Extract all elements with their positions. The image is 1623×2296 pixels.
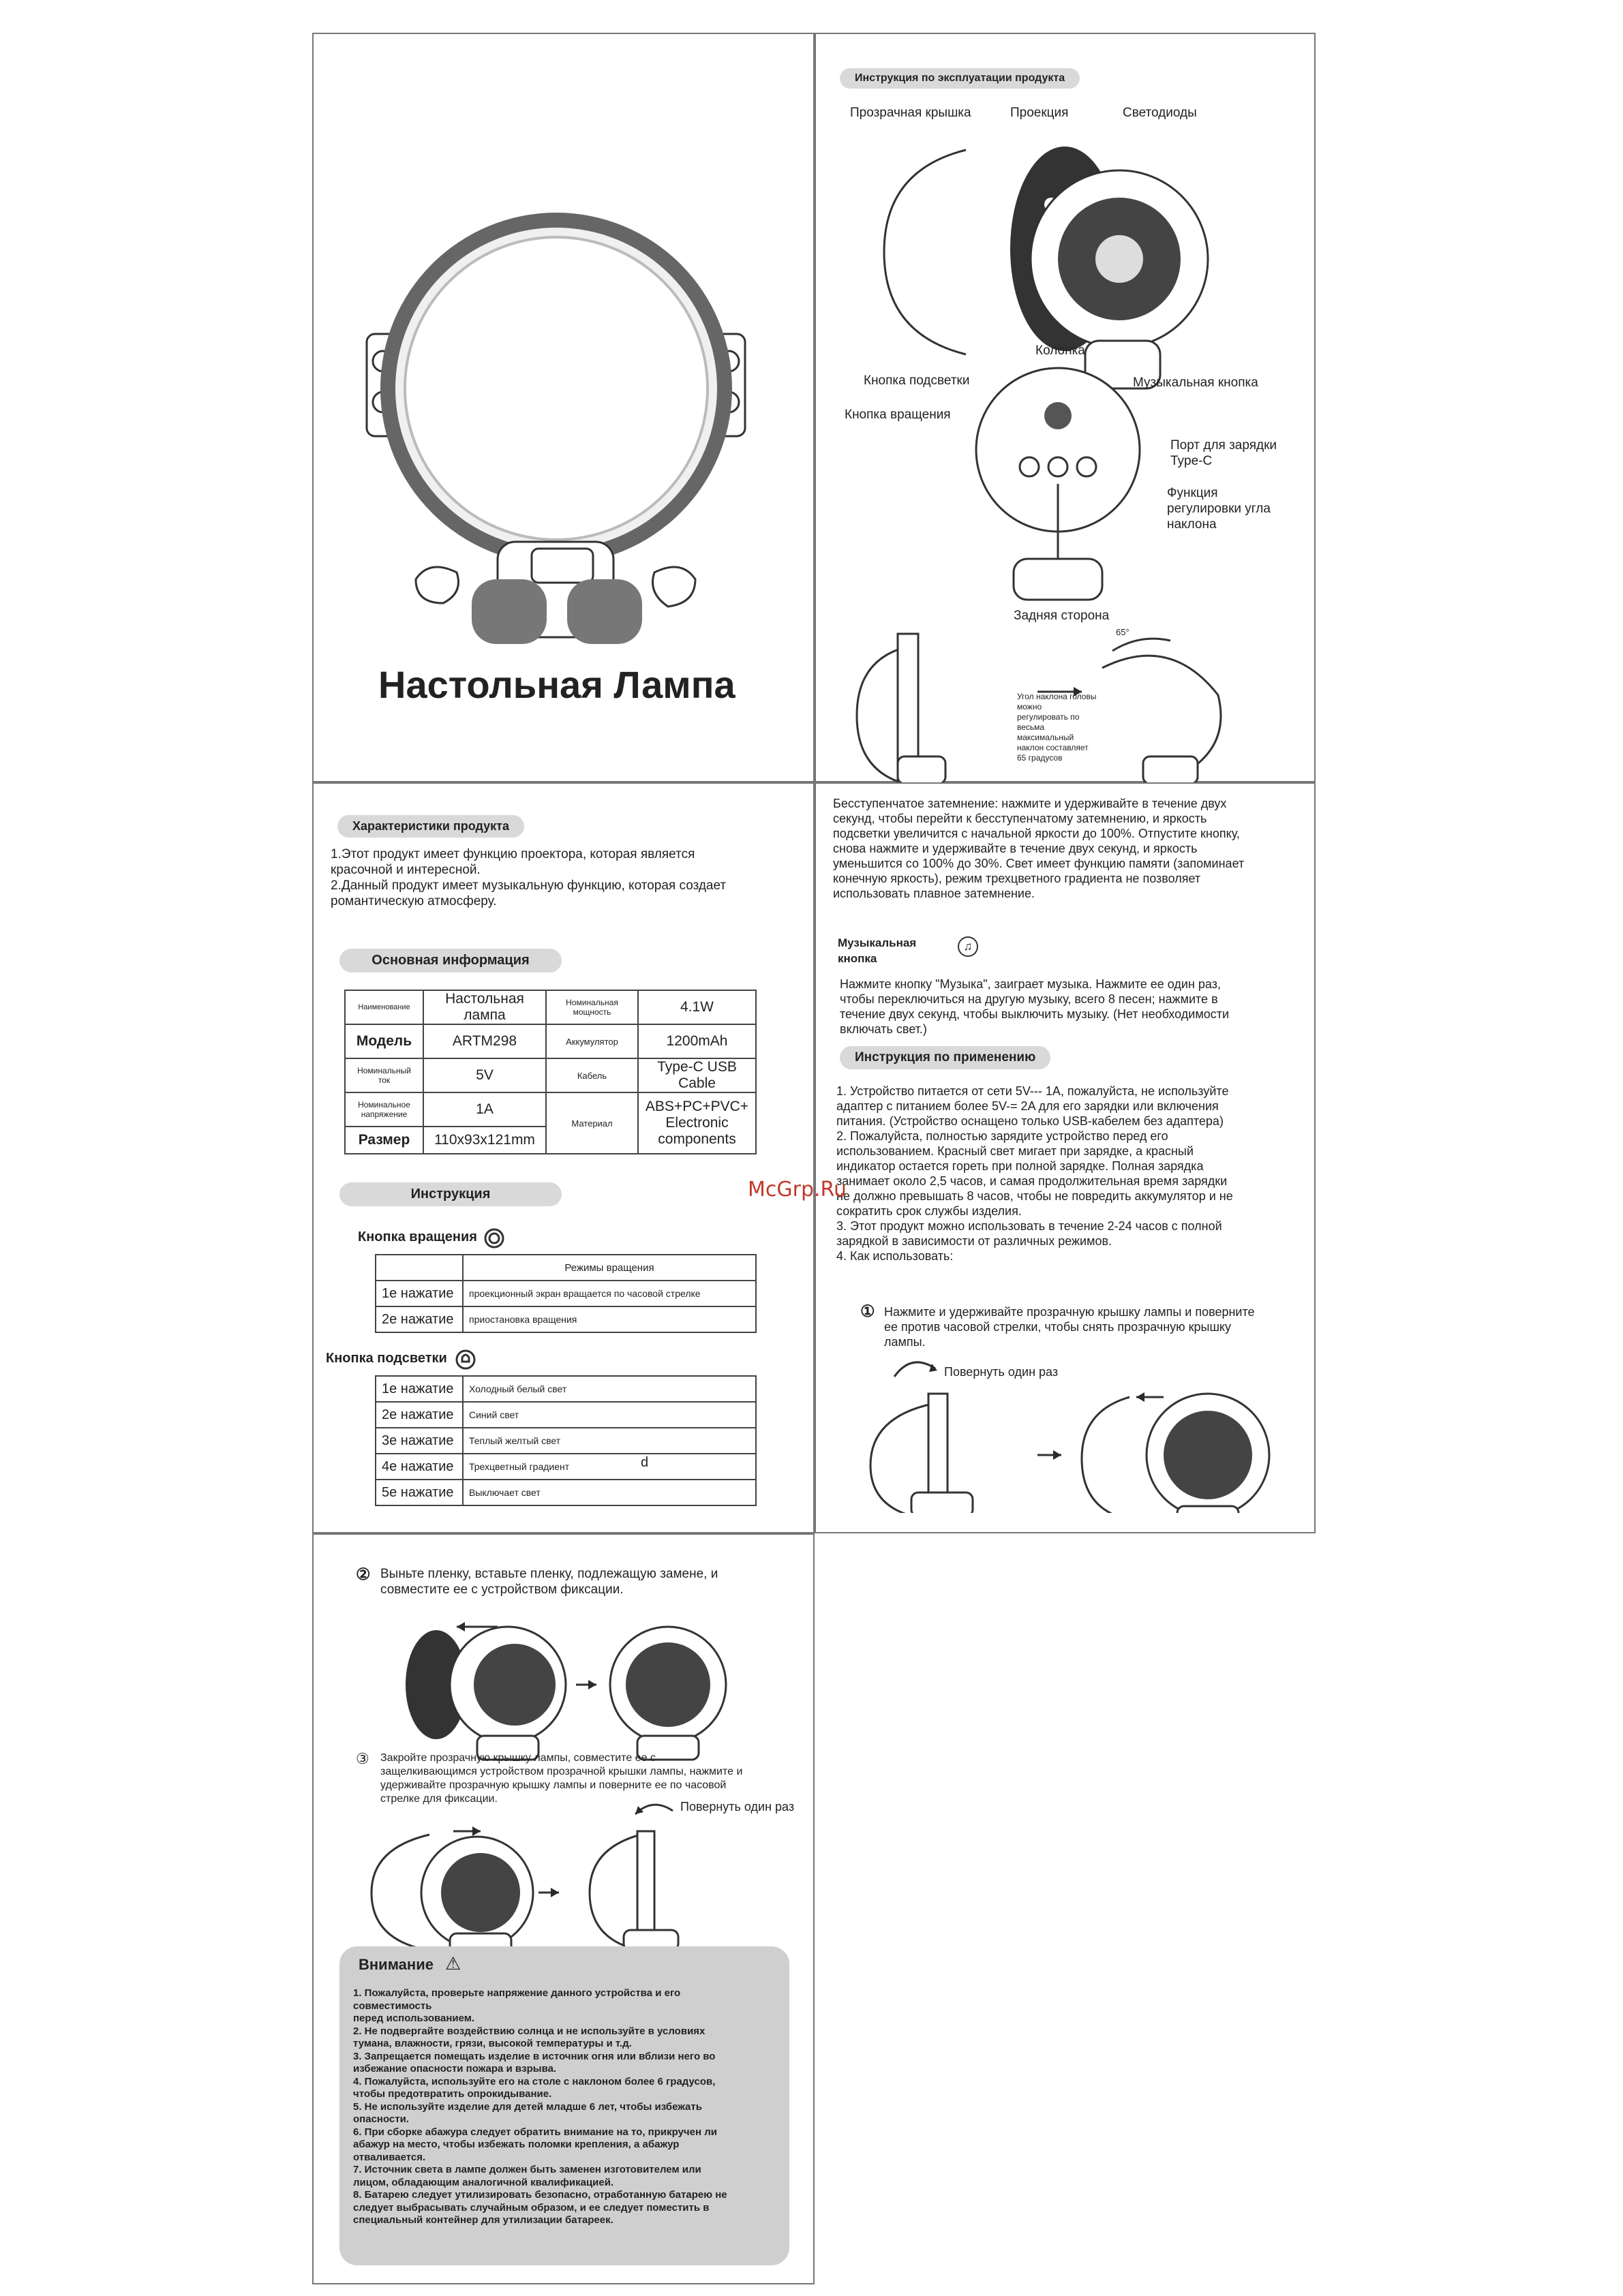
spec-value-model: ARTM298 [423, 1024, 546, 1058]
warning-icon: ⚠ [445, 1953, 461, 1974]
warning-title: Внимание [359, 1956, 434, 1973]
music-note-icon: ♫ [958, 936, 978, 957]
step1-number: ① [860, 1302, 875, 1321]
step2-text: Выньте пленку, вставьте пленку, подлежащую замене, и совместите ее с устройством фиксации. [380, 1567, 718, 1597]
spec-value-cable: Type-C USB Cable [638, 1058, 756, 1092]
cover-panel [312, 33, 815, 782]
usage-heading: Инструкция по эксплуатации продукта [840, 68, 1080, 89]
warning-box [339, 1946, 789, 2265]
light-press-3: 3е нажатие [376, 1428, 463, 1454]
rotate-icon [483, 1227, 506, 1250]
step1-text: Нажмите и удерживайте прозрачную крышку лампы и поверните ее против часовой стрелки, чтобы снять прозрачную крышку лампы. [884, 1305, 1255, 1349]
light-modes-table [375, 1375, 757, 1506]
spec-value-material: ABS+PC+PVC+ Electronic components [638, 1092, 756, 1154]
light-icon [454, 1348, 477, 1371]
turn-once-label: Повернуть один раз [944, 1365, 1059, 1379]
label-projection: Проекция [1010, 106, 1069, 120]
spec-value-current: 5V [423, 1058, 546, 1092]
step1-illustration [816, 1377, 1317, 1513]
label-tilt-function: Функция регулировки угла наклона [1167, 486, 1271, 532]
back-view-illustration [816, 361, 1317, 607]
music-button-title: Музыкальная кнопка [838, 936, 917, 965]
usage-diagram-panel [815, 33, 1316, 782]
tilt-angle-label: 65° [1116, 627, 1129, 637]
spec-value-name: Настольная лампа [423, 990, 546, 1024]
light-press-5: 5е нажатие [376, 1480, 463, 1505]
light-button-title: Кнопка подсветки [326, 1351, 447, 1366]
music-text: Нажмите кнопку "Музыка", заиграет музыка. Нажмите ее один раз, чтобы переключиться на другую музыку, всего 8 песен; нажмите в течение двух секунд, чтобы выключить музыку. (Нет необходимости включать свет.) [840, 977, 1229, 1036]
rotate-press-2: 2е нажатие [376, 1306, 463, 1332]
light-mode-3: Теплый желтый свет [463, 1428, 756, 1454]
rotate-modes-table [375, 1254, 757, 1333]
light-mode-4: Трехцветный градиент [463, 1454, 756, 1480]
label-light-button: Кнопка подсветки [864, 373, 970, 388]
application-text: 1. Устройство питается от сети 5V--- 1A, пожалуйста, не используйте адаптер с питанием более 5V-= 2A для его зарядки или включения питания. (Устройство оснащено только USB-кабелем без адаптера) 2. Пожалуйста, полностью зарядите устройство перед его использованием. Красный свет мигает при зарядке, а красный индикатор остается гореть при полной зарядке. Полная зарядка занимает около 2,5 часов, и самая продолжительная время зарядки не должно превышать 8 часов, чтобы не повредить аккумулятор и не сократить срок службы изделия. 3. Этот продукт можно использовать в течение 2-24 часов с полной зарядкой в зависимости от различных режимов. 4. Как использовать: [836, 1084, 1233, 1263]
step2-illustration [314, 1610, 816, 1773]
spec-value-battery: 1200mAh [638, 1024, 756, 1058]
light-press-4: 4е нажатие [376, 1454, 463, 1480]
specs-heading: Характеристики продукта [337, 815, 524, 838]
step3-number: ③ [356, 1750, 369, 1767]
light-mode-5: Выключает свет [463, 1480, 756, 1505]
rotate-modes-header: Режимы вращения [463, 1255, 756, 1281]
rotate-press-1: 1е нажатие [376, 1281, 463, 1306]
rotate-button-title: Кнопка вращения [358, 1229, 477, 1244]
spec-label-power: Номинальная мощность [546, 990, 638, 1024]
step3-illustration [314, 1814, 816, 1957]
label-back-side: Задняя сторона [1014, 609, 1110, 623]
spec-label-battery: Аккумулятор [546, 1024, 638, 1058]
spec-label-current: Номинальный ток [345, 1058, 423, 1092]
spec-label-name: Наименование [345, 990, 423, 1024]
step2-number: ② [356, 1565, 371, 1584]
light-mode-2: Синий свет [463, 1402, 756, 1428]
rotate-mode-1: проекционный экран вращается по часовой стрелке [463, 1281, 756, 1306]
spec-value-voltage: 1A [423, 1092, 546, 1127]
specs-text: 1.Этот продукт имеет функцию проектора, которая является красочной и интересной. 2.Данный продукт имеет музыкальную функцию, которая создает романтическую атмосферу. [331, 847, 727, 908]
light-press-1: 1е нажатие [376, 1376, 463, 1402]
label-charging-port: Порт для зарядки Type-C [1170, 438, 1277, 468]
spec-label-cable: Кабель [546, 1058, 638, 1092]
step3-text: Закройте прозрачную крышку лампы, совместите ее с защелкивающимся устройством прозрачной крышки лампы, нажмите и удерживайте прозрачную крышку лампы и поверните ее по часовой стрелке для фиксации. [380, 1752, 743, 1805]
astronaut-lamp-illustration [314, 34, 816, 647]
step3-turn-once-label: Повернуть один раз [680, 1800, 795, 1813]
spec-label-material: Материал [546, 1092, 638, 1154]
dimming-text: Бесступенчатое затемнение: нажмите и удерживайте в течение двух секунд, чтобы перейти к бесступенчатому затемнению, и яркость подсветки увеличится с начальной яркости до 100%. Отпустите кнопку, снова нажмите и удерживайте в течение двух секунд, и яркость уменьшится со 100% до 30%. Свет имеет функцию памяти (запоминает конечную яркость), режим трехцветного градиента не позволяет использовать плавное затемнение. [833, 797, 1245, 900]
spec-label-voltage: Номинальное напряжение [345, 1092, 423, 1127]
warning-text: 1. Пожалуйста, проверьте напряжение данного устройства и его совместимость перед использованием. 2. Не подвергайте воздействию солнца и не используйте в условиях тумана, влажности, грязи, высокой температуры и т.д. 3. Запрещается помещать изделие в источник огня или вблизи него во избежание опасности пожара и взрыва. 4. Пожалуйста, используйте его на столе с наклоном более 6 градусов, чтобы предотвратить опрокидывание. 5. Не используйте изделие для детей младше 6 лет, чтобы избежать опасности. 6. При сборке абажура следует обратить внимание на то, прикручен ли абажур на место, чтобы избежать поломки крепления, а абажур отваливается. 7. Источник света в лампе должен быть заменен изготовителем или лицом, обладающим аналогичной квалификацией. 8. Батарею следует утилизировать безопасно, отработанную батарею не следует выбрасывать случайным образом, и ее следует поместить в специальный контейнер для утилизации батареек. [353, 1987, 727, 2226]
watermark: McGrp.Ru [748, 1178, 847, 1201]
basic-info-heading: Основная информация [339, 949, 562, 973]
light-mode-1: Холодный белый свет [463, 1376, 756, 1402]
spec-label-size: Размер [345, 1127, 423, 1154]
application-heading: Инструкция по применению [840, 1046, 1050, 1069]
rotate-mode-2: приостановка вращения [463, 1306, 756, 1332]
label-transparent-cover: Прозрачная крышка [850, 106, 971, 120]
application-panel [748, 782, 1316, 1533]
steps-panel [312, 1533, 815, 2284]
label-leds: Светодиоды [1123, 106, 1197, 120]
specs-panel [312, 782, 815, 1533]
spec-value-size: 110x93x121mm [423, 1127, 546, 1154]
label-rotate-button: Кнопка вращения [845, 408, 951, 422]
tilt-note: Угол наклона головы можно регулировать по весьма максимальный наклон составляет 65 градусов [1017, 692, 1097, 763]
label-speaker: Колонка [1035, 343, 1085, 358]
spec-value-power: 4.1W [638, 990, 756, 1024]
spec-table [344, 990, 757, 1154]
label-music-button: Музыкальная кнопка [1133, 376, 1258, 390]
instruction-heading: Инструкция [339, 1182, 562, 1206]
cover-title: Настольная Лампа [378, 663, 735, 706]
spec-label-model: Модель [345, 1024, 423, 1058]
light-press-2: 2е нажатие [376, 1402, 463, 1428]
stray-mark: d [641, 1455, 649, 1470]
